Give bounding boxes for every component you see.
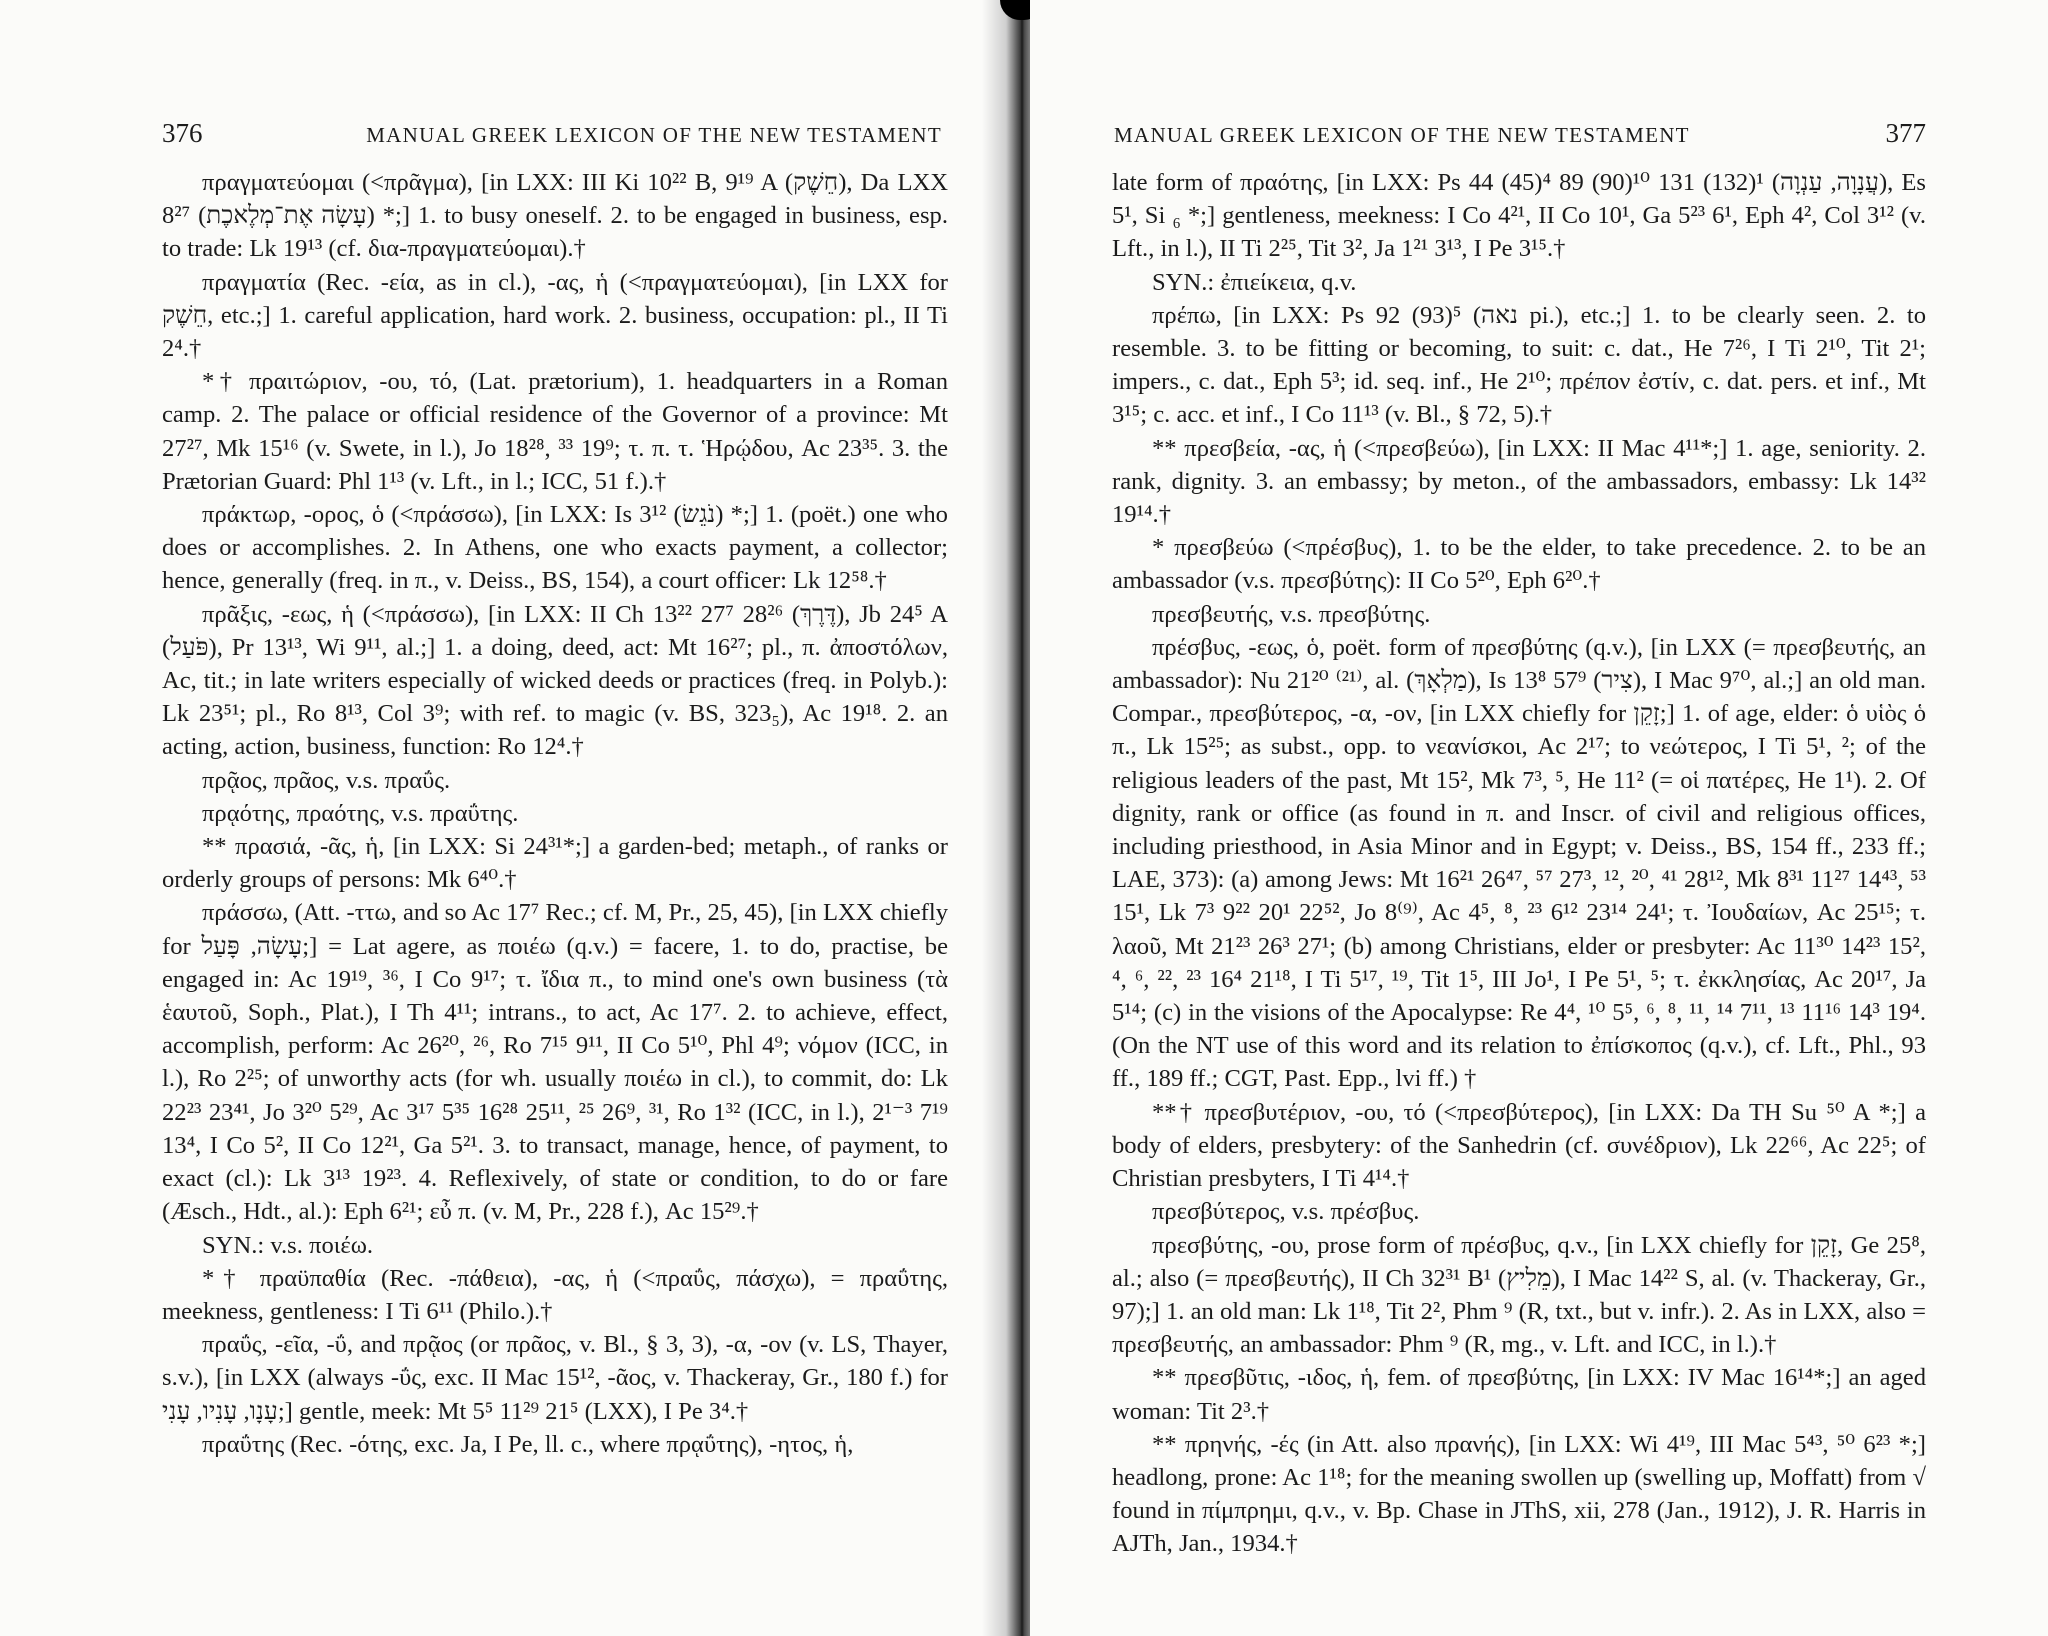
synonym-note: SYN.: v.s. ποιέω. [202,1231,374,1259]
lexicon-entry: πραγματεύομαι (<πρᾶγμα), [in LXX: III Ki 10²² B, 9¹⁹ A (חֵשֶׁק), Da LXX 8²⁷ (עָשָׂה אֶת־מְלֶאכֶת) *;] 1. to busy oneself. 2. to be engaged in business, esp. to trade: Lk 19¹³ (cf. δια-πραγματεύομαι).† [162,169,948,263]
right-running-title: MANUAL GREEK LEXICON OF THE NEW TESTAMENT [1114,123,1690,147]
lexicon-entry: πρεσβύτερος, v.s. πρέσβυς. [1152,1198,1420,1226]
synonym-note: SYN.: ἐπιείκεια, q.v. [1152,268,1357,296]
lexicon-entry-continued: late form of πραότης, [in LXX: Ps 44 (45)⁴ 89 (90)¹⁰ 131 (132)¹ (עֲנָוָה, עַנְוָה), Es 5¹, Si ₆ *;] gentleness, meekness: I Co 4²¹, II Co 10¹, Ga 5²³ 6¹, Eph 4², Col 3¹² (v. Lft., in l.), II Ti 2²⁵, Tit 3², Ja 1²¹ 3¹³, I Pe 3¹⁵.† [1112,169,1926,263]
lexicon-entry: πρᾶξις, -εως, ἡ (<πράσσω), [in LXX: II Ch 13²² 27⁷ 28²⁶ (דֶּרֶךְ), Jb 24⁵ A (פֹּעַל), Pr 13¹³, Wi 9¹¹, al.;] 1. a doing, deed, act: Mt 16²⁷; pl., π. ἀποστόλων, Ac, tit.; in late writers especially of wicked deeds or practices (freq. in Polyb.): Lk 23⁵¹; pl., Ro 8¹³, Col 3⁹; with ref. to magic (v. BS, 323₅), Ac 19¹⁸. 2. an acting, action, business, function: Ro 12⁴.† [162,600,948,761]
lexicon-entry: ** πρασιά, -ᾶς, ἡ, [in LXX: Si 24³¹*;] a garden-bed; metaph., of ranks or orderly groups of persons: Mk 6⁴⁰.† [162,833,948,894]
right-column [1112,166,1926,1561]
lexicon-entry: πρέπω, [in LXX: Ps 92 (93)⁵ (נאה pi.), etc.;] 1. to be clearly seen. 2. to resemble. 3. to be fitting or becoming, to suit: c. dat., He 7²⁶, I Ti 2¹⁰, Tit 2¹; impers., c. dat., Eph 5³; id. seq. inf., He 2¹⁰; πρέπον ἐστίν, c. dat. pers. et inf., Mt 3¹⁵; c. acc. et inf., I Co 11¹³ (v. Bl., § 72, 5).† [1112,301,1926,429]
lexicon-entry: ** πρεσβεία, -ας, ἡ (<πρεσβεύω), [in LXX: II Mac 4¹¹*;] 1. age, seniority. 2. rank, dignity. 3. an embassy; by meton., of the ambassadors, embassy: Lk 14³² 19¹⁴.† [1112,434,1926,529]
lexicon-entry: * πρεσβεύω (<πρέσβυς), 1. to be the elder, to take precedence. 2. to be an ambassador (v.s. πρεσβύτης): II Co 5²⁰, Eph 6²⁰.† [1112,534,1926,595]
lexicon-entry: πρεσβευτής, v.s. πρεσβύτης. [1152,600,1431,628]
lexicon-entry: πραΰς, -εῖα, -ΰ, and πρᾷος (or πρᾶος, v. Bl., § 3, 3), -α, -ον (v. LS, Thayer, s.v.), [in LXX (always -ΰς, exc. II Mac 15¹², -ᾶος, v. Thackeray, Gr., 180 f.) for עָנָו, עָנִיו, עָנִי;] gentle, meek: Mt 5⁵ 11²⁹ 21⁵ (LXX), I Pe 3⁴.† [162,1331,948,1425]
lexicon-entry: πρᾳότης, πραότης, v.s. πραΰτης. [202,799,519,827]
lexicon-entry: πρᾷος, πρᾶος, v.s. πραΰς. [202,766,451,794]
lexicon-entry: πρέσβυς, -εως, ὁ, poët. form of πρεσβύτης (q.v.), [in LXX (= πρεσβευτής, an ambassador): Nu 21²⁰ ⁽²¹⁾, al. (מַלְאָךְ), Is 13⁸ 57⁹ (צִיר), I Mac 9⁷⁰, al.;] an old man. Compar., πρεσβύτερος, -α, -ον, [in LXX chiefly for זָקֵן;] 1. of age, elder: ὁ υἱὸς ὁ π., Lk 15²⁵; as subst., opp. to νεανίσκοι, Ac 2¹⁷; to νεώτερος, I Ti 5¹, ²; of the religious leaders of the past, Mt 15², Mk 7³, ⁵, He 11² (= οἱ πατέρες, He 1¹). 2. Of dignity, rank or office (as found in π. and Inscr. of civil and religious offices, including priesthood, in Asia Minor and in Egypt; v. Deiss., BS, 154 ff., 233 ff.; LAE, 373): (a) among Jews: Mt 16²¹ 26⁴⁷, ⁵⁷ 27³, ¹², ²⁰, ⁴¹ 28¹², Mk 8³¹ 11²⁷ 14⁴³, ⁵³ 15¹, Lk 7³ 9²² 20¹ 22⁵², Jo 8⁽⁹⁾, Ac 4⁵, ⁸, ²³ 6¹² 23¹⁴ 24¹; τ. Ἰουδαίων, Ac 25¹⁵; τ. λαοῦ, Mt 21²³ 26³ 27¹; (b) among Christians, elder or presbyter: Ac 11³⁰ 14²³ 15², ⁴, ⁶, ²², ²³ 16⁴ 21¹⁸, I Ti 5¹⁷, ¹⁹, Tit 1⁵, III Jo¹, I Pe 5¹, ⁵; τ. ἐκκλησίας, Ac 20¹⁷, Ja 5¹⁴; (c) in the visions of the Apocalypse: Re 4⁴, ¹⁰ 5⁵, ⁶, ⁸, ¹¹, ¹⁴ 7¹¹, ¹³ 11¹⁶ 14³ 19⁴. (On the NT use of this word and its relation to ἐπίσκοπος (q.v.), cf. Lft., Phl., 93 ff., 189 ff.; CGT, Past. Epp., lvi ff.) † [1112,633,1927,1093]
lexicon-entry: πράκτωρ, -ορος, ὁ (<πράσσω), [in LXX: Is 3¹² (נֹגֵשׂ) *;] 1. (poët.) one who does or accomplishes. 2. In Athens, one who exacts payment, a collector; hence, generally (freq. in π., v. Deiss., BS, 154), a court officer: Lk 12⁵⁸.† [162,501,948,595]
lexicon-entry: ** πρεσβῦτις, -ιδος, ἡ, fem. of πρεσβύτης, [in LXX: IV Mac 16¹⁴*;] an aged woman: Tit 2³.† [1112,1364,1926,1425]
lexicon-entry: πρεσβύτης, -ου, prose form of πρέσβυς, q.v., [in LXX chiefly for זָקֵן, Ge 25⁸, al.; also (= πρεσβευτής), II Ch 32³¹ B¹ (מֵלִיץ), I Mac 14²² S, al. (v. Thackeray, Gr., 97);] 1. an old man: Lk 1¹⁸, Tit 2², Phm ⁹ (R, txt., but v. infr.). 2. As in LXX, also = πρεσβευτής, an ambassador: Phm ⁹ (R, mg., v. Lft. and ICC, in l.).† [1112,1231,1926,1359]
right-page [1030,0,2048,1636]
left-page [0,0,1012,1636]
lexicon-entry: ** πρηνής, -ές (in Att. also πρανής), [in LXX: Wi 4¹⁹, III Mac 5⁴³, ⁵⁰ 6²³ *;] headlong, prone: Ac 1¹⁸; for the meaning swollen up (swelling up, Moffatt) from √ found in πίμπρημι, q.v., v. Bp. Chase in JThS, xii, 278 (Jan., 1912), J. R. Harris in AJTh, Jan., 1934.† [1112,1430,1926,1558]
lexicon-entry: πράσσω, (Att. -ττω, and so Ac 17⁷ Rec.; cf. M, Pr., 25, 45), [in LXX chiefly for עָשָׂה, פָּעַל;] = Lat agere, as ποιέω (q.v.) = facere, 1. to do, practise, be engaged in: Ac 19¹⁹, ³⁶, I Co 9¹⁷; τ. ἴδια π., to mind one's own business (τὰ ἑαυτοῦ, Soph., Plat.), I Th 4¹¹; intrans., to act, Ac 17⁷. 2. to achieve, effect, accomplish, perform: Ac 26²⁰, ²⁶, Ro 7¹⁵ 9¹¹, II Co 5¹⁰, Phl 4⁹; νόμον (ICC, in l.), Ro 2²⁵; of unworthy acts (for wh. usually ποιέω in cl.), to commit, do: Lk 22²³ 23⁴¹, Jo 3²⁰ 5²⁹, Ac 3¹⁷ 5³⁵ 16²⁸ 25¹¹, ²⁵ 26⁹, ³¹, Ro 1³² (ICC, in l.), 2¹⁻³ 7¹⁹ 13⁴, I Co 5², II Co 12²¹, Ga 5²¹. 3. to transact, manage, hence, of payment, to exact (cl.): Lk 3¹³ 19²³. 4. Reflexively, of state or condition, to do or fare (Æsch., Hdt., al.): Eph 6²¹; εὖ π. (v. M, Pr., 228 f.), Ac 15²⁹.† [162,899,948,1226]
left-column [162,166,948,1461]
left-page-number: 376 [162,118,203,148]
lexicon-entry: *† πραϋπαθία (Rec. -πάθεια), -ας, ἡ (<πραΰς, πάσχω), = πραΰτης, meekness, gentleness: I Ti 6¹¹ (Philo.).† [162,1264,948,1325]
lexicon-entry: **† πρεσβυτέριον, -ου, τό (<πρεσβύτερος), [in LXX: Da TH Su ⁵⁰ A *;] a body of elders, presbytery: of the Sanhedrin (cf. συνέδριον), Lk 22⁶⁶, Ac 22⁵; of Christian presbyters, I Ti 4¹⁴.† [1112,1098,1926,1193]
lexicon-entry: πραγματία (Rec. -εία, as in cl.), -ας, ἡ (<πραγματεύομαι), [in LXX for חֵשֶׁק, etc.;] 1. careful application, hard work. 2. business, occupation: pl., II Ti 2⁴.† [162,268,948,363]
left-running-head [162,118,942,149]
left-running-title: MANUAL GREEK LEXICON OF THE NEW TESTAMENT [366,123,942,147]
lexicon-entry: πραΰτης (Rec. -ότης, exc. Ja, I Pe, ll. c., where πρᾳΰτης), -ητος, ἡ, [202,1430,854,1458]
right-page-number: 377 [1885,118,1926,148]
right-running-head [1114,118,1926,149]
lexicon-entry: *† πραιτώριον, -ου, τό, (Lat. prætorium), 1. headquarters in a Roman camp. 2. The palace or official residence of the Governor of a province: Mt 27²⁷, Mk 15¹⁶ (v. Swete, in l.), Jo 18²⁸, ³³ 19⁹; τ. π. τ. Ἡρῴδου, Ac 23³⁵. 3. the Prætorian Guard: Phl 1¹³ (v. Lft., in l.; ICC, 51 f.).† [162,368,948,495]
